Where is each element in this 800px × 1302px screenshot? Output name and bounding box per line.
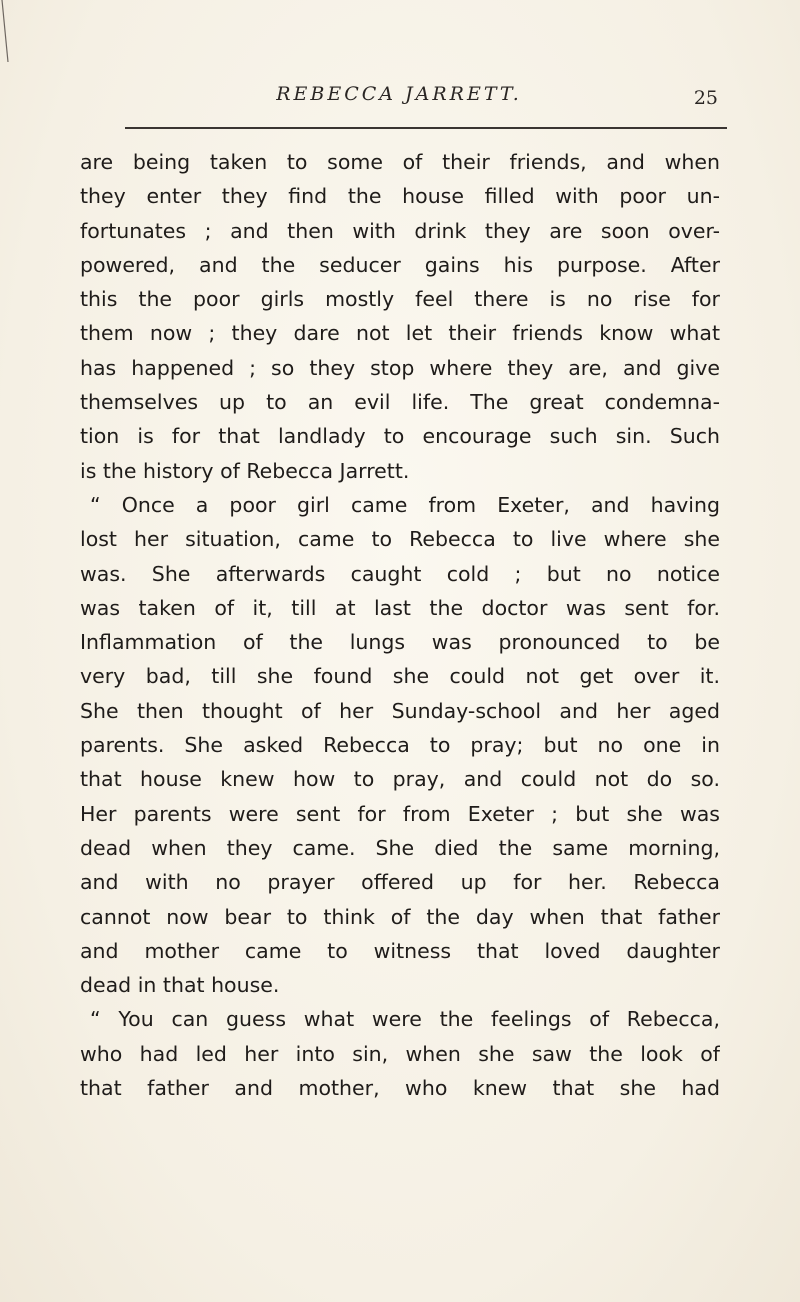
page-edge-mark xyxy=(0,0,12,70)
text-line: “ Once a poor girl came from Exeter, and having xyxy=(90,492,720,517)
text-line: is the history of Rebecca Jarrett. xyxy=(80,458,410,483)
text-line: fortunates ; and then with drink they are soon over- xyxy=(80,218,720,243)
text-line: has happened ; so they stop where they are, and give xyxy=(80,355,720,380)
text-line: Inflammation of the lungs was pronounced to be xyxy=(80,630,720,655)
text-line: this the poor girls mostly feel there is no rise for xyxy=(80,287,720,312)
text-line: lost her situation, came to Rebecca to live where she xyxy=(80,527,720,552)
text-line: She then thought of her Sunday-school and her aged xyxy=(80,698,720,723)
text-line: who had led her into sin, when she saw the look of xyxy=(80,1041,720,1066)
text-line: dead when they came. She died the same morning, xyxy=(80,835,720,860)
text-line: parents. She asked Rebecca to pray; but no one in xyxy=(80,733,720,758)
body-text xyxy=(80,145,720,1105)
text-line: and mother came to witness that loved daughter xyxy=(80,938,720,963)
text-line: that father and mother, who knew that she had xyxy=(80,1076,720,1101)
running-header xyxy=(68,83,730,117)
header-rule xyxy=(125,127,727,129)
text-line: they enter they find the house filled with poor un- xyxy=(80,184,720,209)
text-line: very bad, till she found she could not get over it. xyxy=(80,664,720,689)
text-line: them now ; they dare not let their friends know what xyxy=(80,321,720,346)
running-title: REBECCA JARRETT. xyxy=(276,83,522,105)
text-line: are being taken to some of their friends, and when xyxy=(80,150,720,174)
text-line: that house knew how to pray, and could not do so. xyxy=(80,767,720,792)
text-line: powered, and the seducer gains his purpose. After xyxy=(80,252,720,277)
text-line: dead in that house. xyxy=(80,973,280,998)
text-line: was. She afterwards caught cold ; but no notice xyxy=(80,561,720,586)
text-line: tion is for that landlady to encourage such sin. Such xyxy=(80,424,720,449)
text-line: “ You can guess what were the feelings of Rebecca, xyxy=(90,1007,720,1032)
page-number: 25 xyxy=(693,87,718,109)
text-line: themselves up to an evil life. The great condemna- xyxy=(80,390,720,415)
text-line: was taken of it, till at last the doctor was sent for. xyxy=(80,595,720,620)
text-line: and with no prayer offered up for her. Rebecca xyxy=(80,870,720,895)
text-line: cannot now bear to think of the day when that father xyxy=(80,904,720,929)
text-line: Her parents were sent for from Exeter ; but she was xyxy=(80,801,720,826)
